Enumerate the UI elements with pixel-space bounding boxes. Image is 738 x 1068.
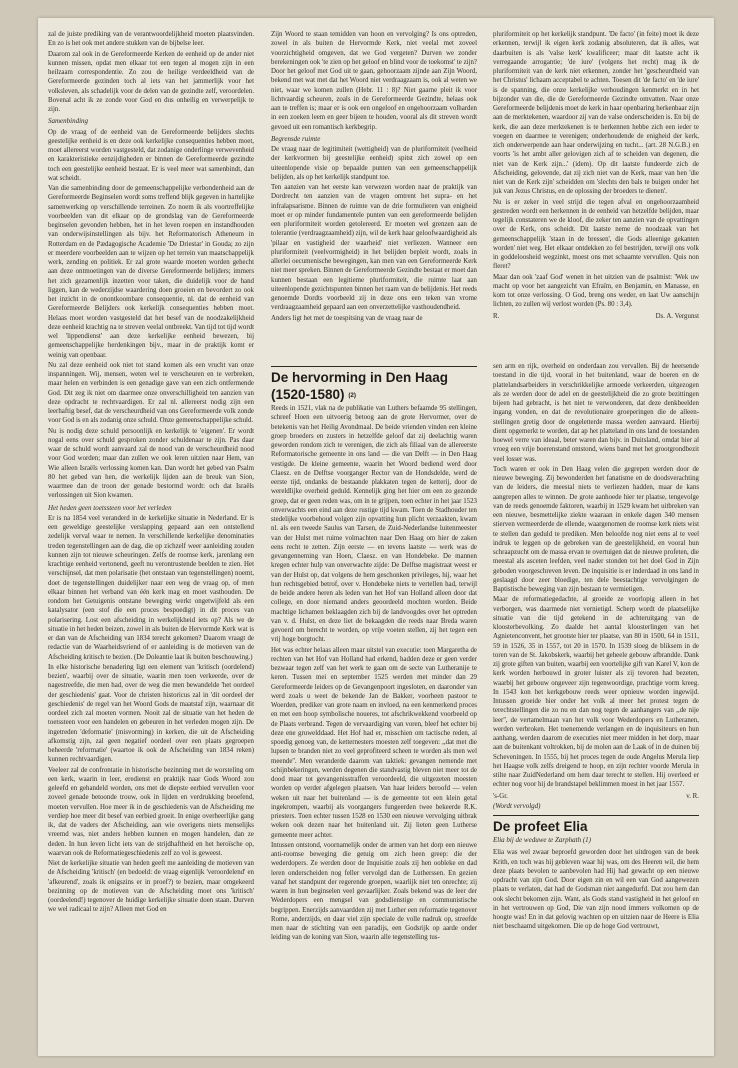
article-hervorming-block <box>271 362 699 1044</box>
paragraph: Het was echter helaas alleen maar uitstel van executie: toen Margaretha de rechten van het Hof van Holland had erkend, hadden deze er geen verder bezwaar tegen zelf van het werk te gaan om de secte van Lutheranije te keren. Tussen mei en september 1525 werden met minder dan 29 Gereformeerde leiders op de Gevangenpoort ingesloten, en daaronder van werd zoals u weet de bekende Jan de Bakker, voorheen pastoor te Woerden, prediker van grote naam en invloed, na een kenmerkend proces en met een hoop symbolische noueres, tot afschrikwekkend voorbeeld op de Plaats verbrand. Tegen de vervaardiging van voren, bleef het echter bij deze ene gruwelddaad. Het Hof had er, misschien om tactische reden, al spoedig genoeg van, de ketternesters moesten zelf toegeven: ,,dat met die lupsen te branden niet zo veel geprofiteerd scheen te worden als men wel meende''. Men veranderde daarom van taktiek: gevangen nemende met schijnbekeringen, werden degenen die standvastig bleven niet meer tot de dood maar tot gevangenisstraffen veroordeeld, die uitgezeten moesten worden op verder afgelegen plaatsen. Van haar leiders beroofd — velen weken uit naar het buitenland — is de gemeente tot een klein getal ingekrompen, waarbij als voorgangers fungeerden twee bekeerde R.K. priesters. Toen echter tussen 1528 en 1530 een nieuwe vervolging uitbrak weken ook dezen naar het buitenland uit. Zij lieten geen Lutherse gemeente meer achter. <box>271 646 477 839</box>
column-2-upper <box>271 30 477 360</box>
paragraph: Toch waren er ook in Den Haag velen die gegrepen werden door de nieuwe beweging. Zij bewonderden het fanatisme en de doodsverachting van de leiders, die meestal niets te verliezen hadden, maar de kans aangrepen alles te winnen. De grote aanhoede hier ter plaatse, tengevolge van de reeds genoemde faktoren, waarbij in 1529 kwam het uitbreken van een nieuwe, besmettelijke ziekte waaraan in enkele dagen 340 mensen stierven vermeerderde de ellende, waargenomen de roomse kerk niets wist te stellen dan geduld te prediken. Men beloofde nog niet eens al te veel indruk te leggen op de gebreken van de geestelijkheid, en vooral hun schraapzucht om de massa ervan te overtuigen dat de nieuwe profeten, die meestal als asceten leefden, veel nader stonden tot het doel God in Zijn geboden voorgeschreven leven. De inquisitie is er inderdaad in ons land in geslaagd door zeer bloedige, ten dele beestachtige vervolgingen de Baptistische beweging van zijn bestaan te vermietigen. <box>493 465 699 593</box>
article-title-elia: De profeet Elia <box>493 819 588 834</box>
signature-line <box>493 792 699 801</box>
article-title: De hervorming in Den Haag (1520-1580) (2) <box>271 370 449 402</box>
section-heading-samenbinding: Samenbinding <box>48 117 89 126</box>
article-subtitle-elia: Elia bij de weduwe te Zarphath (1) <box>493 836 591 844</box>
paragraph: Nu is nodig deze schuld persoonlijk en kerkelijk te 'eigenen'. Er wordt nogal eens over schuld gesproken zonder schuldenaar te zijn. Pas daar waar de schuld wordt aanvaard zal de nood van de verscheurdheid nood voor God worden; maar dan zullen we ook leren uitzien naar Hem, van Wie alleen Israëls verlossing komen kan. Dan wordt het gebed van Psalm 80 het gebed van hen, die werkelijk lijden aan de breuk van Sion, waarmee dan de troon der genade bestormd wordt: och dat Israëls verlossingen uit Sion kwamen. <box>48 427 254 500</box>
paragraph: Elia was wel zwaar beproefd geworden door het uitdrogen van de beek Krith, en toch was hij gebleven waar hij was, om des Heeren wil, die hem deze plaats bevolen te aanbevolen had Hij had gewacht op een nieuwe opdracht van zijn God. Door eigen zin en wil een van God aangewezen plaats te verlaten, dat had de Godsman niet aangedurfd. Dat zou hem dan ook slecht bekomen zijn. Want, als Gods stand vastigheid in het geloof en in het vertrouwen op God, Die van zijn nood immers volkomen op de hoogte was! En in dat gelovig wachten op en uitzien naar de Heere is Elia niet beschaamd uitgekomen. Die op de hoge God vertrouwt, <box>493 849 699 931</box>
part-number: (2) <box>348 392 357 399</box>
paragraph: Intussen ontstond, voornamelijk onder de armen van het dorp een nieuwe anti-roomse beweging die getuig om zich heen greep: die der wederdopers. Ze werden door de Inquisitie zoals zij hen oobleke en dad leren onderscheiden nog feller vervolgd dan de Lutherssen. En gezien vanaf het standpunt der regerende groepen, waarlijk niet ten onrechte; zij waren in hun beginselen veel gevaarlijker. Zoals bekend was de leer der Wederdopers een mengsel van godsdienstige en communistische begrippen. Enerzijds aanvaardden zij met Luther een reformatie tegenover Rome, anderzijds, en daar viel zijn speciale de volle nadruk op, streefde men naar de stichting van een paradijs, een Godsrijk op aarde onder leiding van de koning van Sion, waarin alle tegenstelling tus- <box>271 841 477 942</box>
paragraph: Nu zal deze eenheid ook niet tot stand komen als een vrucht van onze inspanningen. Wij, mensen, weten wel te verscheuren en te verbreken, maar helen en verbinden is een genadige gave van een zich ontfermende God. Dit zeg ik niet om daarmee onze onverschilligheid ten aanzien van deze opdracht te rechtvaardigen. Er zal nl. allereerst nodig zijn een leerhaftig besef, dat de verscheurdheid van ons Gereformeerde volk zonde voor God is en als zodanig onze schuld. Onze gemeenschappelijke schuld. <box>48 361 254 425</box>
column-1 <box>48 30 254 1050</box>
article-hervorming-column-1 <box>271 362 477 1044</box>
paragraph: pluriformiteit op het kerkelijk standpunt. 'De facto' (in feite) moet ik deze erkennen, terwijl ik eigen kerk zodanig absoluteren, dat ik alles, wat daarbuiten is als 'valse kerk' kwalificeer; maar dit laatste acht ik verregaande arrogantie; 'de iure' (volgens het recht) mag ik de pluriformiteit van de kerk niet erkennen, zonder het 'gescheurdheid van het Christus' lichaam acceptabel te achten. Toesen dit 'de facto' en 'de iure' is de spanning, die onze kerkelijke verhoudingen kenmerkt en in het bijzonder van die, die de Gereformeerde Gezindte omvatten. Naar onze Gereformeerde belijdenis moet de kerk in haar openbaring herkenbaar zijn aan de merktekenen, waardoor zij van de valse onderscheiden is. En bij de kerk, die aan deze merktekenen is te herkennen hebbe zich een ieder te voegen en daarmee te verenigen; onderhoudende de enigheid der kerk, zich onderwerpende aan haar onderwijzing en tucht... (art. 28 N.G.B.) en voorts 'is het ambt aller gelovigen zich af te scheiden van degenen, die niet van de Kerk zijn...' (idem). Op dit laatste fundeerde zich de Afscheiding, gelovende, dat zij zich niet van de Kerk, maar van hen 'die niet van de Kerk zijn' scheidden om 'slechts den bals te buigen onder het juk van Jezus Christus, en de oplossing der broeders te dienen'. <box>493 31 699 196</box>
article-title-years: (1520-1580) <box>271 387 345 402</box>
column-3-upper <box>493 30 699 360</box>
paragraph: Maar de reformatiegedachte, al groeide ze voorlopig alleen in het verborgen, was daarmede niet vernietigd. Scherp wordt de plaatselijke situatie van die tijd getekend in de achteruitgang van de kloosterbevolking. Zo daalde het aantal kloosterlingen van het Agnietenconvent, het grootste hier ter plaatse, van 80 in 1500, 64 in 1511, 59 in 1526, 35 in 1557, tot 20 in 1570. In 1539 sloeg de bliksem in de toren van de St. Jakobskerk, waarbij het geheele gebouw afbrandde. Dank zij grote giften van buiten, waarbij een voortelijke gift van Karel V, kon de kerk worden herbouwd in groter luister als zij tevoren had bezeten, waarbij het gebouw ongeveer zijn tegenwoordige, prachtige vorm kreeg. In 1543 kon het kerkgebouw reeds weer opnieuw worden ingewijd. Intussen groeide hier onder het volk al meer het protest tegen de terechtstellingen die zo nu en dan nog tegen de aanhangers van ,,de nije leer'', de vertamelmaan van het volk voor Wederdopers en Lutheranen, werden verbroken. Het toenemende verlangen en de inquisiteurs en hun aanhang, werden daarom de executies niet meer midden in het dorp, maar aan de buitenkant voltrokken, bij de molen aan de Laak of in de duinen bij Scheveningen. In 1555, bij het proces tegen de oude Angelus Merula liep het Haagse volk zelfs dreigend te hoop, en zijn rechter voorde Merula in stilte naar ZuidNederland om hem daar terecht te stellen. Hij overleed er echter nog voor hij de brandstapel beklimmen moest in het jaar 1557. <box>493 596 699 789</box>
paragraph: sen arm en rijk, overheid en onderdaan zou vervallen. Bij de heersende toestand in die tijd, vooral in het buitenland, waar de boeren en de plattelandsarbeiders in verschrikkelijke armoede verkeerden, uitgezogen als ze werden door de adel en de geestelijkheid die zo grote bezittingen bijeen had gebracht, is het niet te verwonderen, dat deze denkbeelden ingang vonden, en dat de revolutionaire groeperingen die de alleen- stellingen gretig door de ongeletterde massa werden aanvaard. Hierbij dient opgemerkt te worden, dat ap het platteland in ons land de toestanden hoewel verre van ideaal, beter waren dan bijv. in Duitsland, omdat hier al vroeg een vrije boerenstand ontstond, wiens band met het grootgrondbezit veel losser was. <box>493 363 699 463</box>
paragraph: Maar dan ook 'zaaf God' wenen in het uitzien van de psalmist: 'Wek uw macht op voor het aangezicht van Efraïm, en Benjamin, en Manasse, en kom tot onze verlossing. O God, breng ons weder, en laat Uw aanschijn lichten, zo zullen wij verlost worden (Ps. 80 : 3,4). <box>493 273 699 309</box>
paragraph: Niet de kerkelijke situatie van heden geeft me aanleiding de motieven van de Afscheiding 'kritisch' (en bedoeld: de vraag eigenlijk 'veroordelend' en 'afkeurend', zoals ik enigszins er in proef?) te bezien, maar omgekeerd bezinning op de motieven van de Afscheiding moet ons 'kritisch' (oordeelend!) tegenover de huidige kerkelijke situatie doen staan. Durven we wel radicaal te zijn? Alleen met God en <box>48 860 254 914</box>
continued-note: (Wordt vervolgd) <box>493 801 541 810</box>
paragraph: Veeleer zal de confrontatie in historische bezinning met de worsteling om een kerk, waarin in leer, eredienst en praktijk naar Gods Woord zou geleefd en gehandeld worden, ons met de diepste eerbied vervullen voor zoveel genade betoonde trouw, ook in lijden en verdrukking beoefend, moeten vervullen. Hoe meer ik in de geschiedenis van de Afscheiding me verdiep hoe meer dit besef van eerbied groeit. In enige overheerlijke gang ik, dat de vaders der Afscheiding, aan wie overigens niets menselijks vreemd was, niet anders hebben kunnen en mogen handelen, dan ze deden. In hun leven licht iets van de strijdhaftheid en het heroïsche op, waarvan ook de Reformatiegeschiedenis zelf zo vol is geweest. <box>48 766 254 857</box>
paragraph: Reeds in 1521, vlak na de publikatie van Luthers befaamde 95 stellingen, schreef Hoen een uitvoerig betoog aan de grote Hervormer, over de betekenis van het Heilig Avondmaal. De beide vrienden vinden een kleine groep broeders en zusters in hetzelfde geloof dat zij deelachtig waren geworden rondom zich te verenigen, die zich als filiaal van de allereerste Reformatorische gemeente in ons land — die van Delft — in Den Haag vestigde. De kleine gemeente, waarin het Woord bediend werd door Claesz. en de Delftse voorganger Rector van de Hondsdelde, werd de eerste tijd, ondanks de bestaande plakkaten tegen de ketterij, door de wereldlijke overheid geduld. Kennelijk ging het hier om een zo gezonde groep, dat er geen reden was, om in te grijpen, toen echter in het jaar 1523 onverwachts een eind aan deze rustige tijd kwam. Toen de Stadhouder ten stedelijke voorbehoud volgen zijn opvatting hun plicht verzaakten, kwam nl. als een tweede Saulus van Tarsen, de Zuid-Nederlandse luitenmeester van der Hulst met ruime volmachten naar Den Haag om hier de zaken eens recht te zetten. Zijn eerste — en tevens laatste — werk was de gevangenneming van Hoen, Claesz. en van Hondebeke. De mannen kregen echter hulp van onverwachte zijde: De Delftse magistraat weest er van der Hulst op, dat volgens de hem geschonken privileges, hij, waar het hun rechtsgebied betrof, over v. Hondebeke niets te vertellen had, terwijl de beide andere heren als leden van het Hof van Holland alleen door dat college, en door niemand anders geoordeeld mochten worden. Beide machtige lichamen beklaagden zich bij de landvoogdes over het optreden van v. d. Hulst, en deze liet de bekaagden die reeds naar Breda waren gevoerd om berecht te worden, op vrije voeten stellen, zij het tegen een vrij hoge borgtocht. <box>271 405 477 644</box>
paragraph: Van die samenbinding door de gemeenschappelijke verbondenheid aan de Gereformeerde Beginselen wordt soms treffend blijk gegeven in hartelijke samenwerking op verschillende terreinen. Zo noem ik als voortreffelijke voorbeelden van dit elkaar op de grondslag van de Gereformeerde beginselen gevonden hebben, het in het leven roepen en instandhouden van onderwijsinstellingen als bijv. het Reformatorisch Atheneum in Rotterdam en de Pædagogische Academie 'De Driestar' in Gouda; zo zijn er meerdere voorbeelden aan te wijzen op het terrein van maatschappelijk werk, zending en politiek. Er zal grote waarde moeten worden gehecht aan deze ontmoetingen van de diverse Gereformeerde belijders; immers het zich gezamenlijk inzetten voor taken, die duidelijk voor de hand liggen, kan de wederzijdse waardering doen groeien en bevordert zo ook het inzicht in de onontkoombare consequentie, nl. dat de eenheid van Gereformeerde Belijders ook kerkelijk consequenties hebben moet. Helaas moet worden vastgesteld dat het besef van de noodzakelijkheid deze eenheid krachtig na te streven veelal ontbreekt. Van tijd tot tijd wordt wel 'lippendienst' aan deze kerkelijke eenheid bewezen, bij gemeenschappelijke herdenkingen bijv., maar in de praktijk komt er weinig van openbaar. <box>48 185 254 359</box>
signature-place: 's-Gr. <box>493 792 508 800</box>
section-heading-heden: Het heden geen toetssteen voor het verleden <box>48 503 172 512</box>
article-hervorming-column-2 <box>493 362 699 1044</box>
paragraph: zal de juiste prediking van de verantwoordelijkheid moeten plaatsvinden. En zo is het ook met andere stukken van de bijbelse leer. <box>48 31 254 48</box>
article-divider <box>493 815 699 816</box>
paragraph: In elke historische benadering ligt een element van 'kritisch (oordelend) bezien', waarbij over de situatie, waarin men toen verkeerde, over de nagestreefde, die men had, over de weg die men bewandelde 'het oordeel der geschiedenis' gaat. Voor de christen historicus zal in 'dit oordeel der geschiedenis' de regel van het Woord Gods de maatstaf zijn, waarnaar dit oordeel zich zal moeten vormen. Nooit zal de situatie van het heden de toetssteen voor een handelen en gebeuren in het verleden mogen zijn. De ingetreden 'deformatie' (misvorming) in kerken, die uit de Afscheiding afkomstig zijn, zal geen negatief oordeel over een plaats gegroepen beheerde 'reformatie' (waartoe ik ook de Afscheiding van 1834 reken) kunnen rechtvaardigen. <box>48 663 254 764</box>
signature-author: Ds. A. Vergunst <box>655 312 699 320</box>
signature-initial: R. <box>493 312 500 320</box>
section-heading-begrensde-ruimte: Begrensde ruimte <box>271 134 321 143</box>
paragraph: Nu is er zeker in veel strijd die tegen afval en ongehoorzaamheid gestreden wordt een herkennen in de eenheid van hetzelfde belijden, maar tegelijk constateren we de kloof, die zeker ten aanzien van de opvattingen over de Kerk, ons scheidt. Dit laatste neme de noodzaak van het gemeenschappelijk 'staan in de bressen', die Gods alleenige gekanten worden' niet weg. Het elkaar ontdekken zo fel bestrijden, terwijl ons volk in goddeloosheid wegzinkt, moest ons met schaamte vervullen. Quis non fleret? <box>493 198 699 271</box>
paragraph: Zijn Woord te staan temidden van hoon en vervolging? Is ons optreden, zowel in als buiten de Hervormde Kerk, niet veelal met zoveel voorzichtigheid omgeven, dat we God vergeten? Durven we zonder berekeningen ook 'te zien op het geloof en blind voor de toekomst' te zijn? Door het geloof met God uit te gaan, gehoorzaam zijnde aan Zijn Woord, bekend met wat met dat het Woord niet verdraagzaam is, ook al weten we niet, waar we komen zullen (Hebr. 11 : 8)? Niet gaarne pleit ik voor lichtvaardig scheuren, zoals in de Gereformeerde Gezindte, helaas ook aan te treffen is; maar er is ook een ongeloof en ongehoorzaam volharden in een zoeken leem en geer bijeen te houden, vooral als dit streven wordt gevoed uit een romantisch kerkbegrip. <box>271 31 477 131</box>
paragraph: Op de vraag of de eenheid van de Gereformeerde belijders slechts geestelijke eenheid is en deze ook kerkelijke consequenties hebben moet, moet allereerst worden vastgesteld, dat zodanige onderlinge verwevenheid en karakteristieke eenzijdigheden er binnen de Gereformeerde gezindte toch een geestelijke eenheid bestaat. Er is veel meer wat samenbindt, dan wat scheidt. <box>48 128 254 182</box>
paragraph: Anders ligt het met de toespitsing van de vraag naar de <box>271 314 423 322</box>
paragraph: De vraag naar de legitimiteit (wettigheid) van de pluriformiteit (veelheid der kerkvormen bij geestelijke eenheid) spitst zich zowel op een uiteenlopende visie op bepaalde punten van een gemeenschappelijk belijden, als op het kerkelijk standpunt toe. <box>271 146 477 181</box>
paragraph: Er is na 1854 veel veranderd in de kerkelijke situatie in Nederland. Er is een geweldige geestelijke verslapping gepaard aan een ontstellend zedelijk verval waar te nemen. In verschillende kerkelijke denominaties treden tegenstellingen aan de dag, die op zichzelf weer aanleiding zouden kunnen zijn tot nieuwe scheuringen. Zelfs de roomse kerk, jarenlang een krachtige eenheid vertonend, geeft nu verontrustende beelden te zien. Het verschijnsel, dat men polarisatie (het ontstaan van tegenstellingen) noemt, doet de tegenstellingen duidelijker naar een weg de vraag op, of men elkaar binnen het verband van één kerk mag en moet vasthouden. De rondom het Getuigenis ontstane beweging werkt ongetwijfeld als een katalysator (een stof die een proces bespoedigt) in dit proces van polarisering. Lost een afscheiding in werkelijkheid iets op? Als we de situatie in het heden beizen, zowel in als buiten de Hervormde Kerk wat is er dan van de Afscheiding van 1834 terecht gekomen? Daarom vraagt de redactie van de Waarheidsvriend of er aanleiding is de motieven van de Afscheiding kritisch te bezien. (De Doleantie laat ik buiten beschouwing.) <box>48 514 254 661</box>
newspaper-page <box>38 18 714 1056</box>
paragraph: Ten aanzien van het eerste kan verwezen worden naar de praktijk van Dordrecht ten aanzien van de vragen omtrent het supra- en het infralapsarisme. Binnen de ruimte van de drie formulieren van enigheid moet er op minder fundamentele punten van een gereformeerde belijden een pluriformiteit worden getolereerd. Er moeten wel grenzen aan de tolerantie (verdraagzaamheid) zijn, wil de kerk haar geloofwaardigheid als 'pilaar en vastigheid der waarheid' niet verliezen. Wanneer een pluriformiteit (veelvormigheid) in het belijden bepleit wordt, zoals in allerlei oecumenische bewegingen, kan men van een Gereformeerde Kerk niet meer spreken. Binnen de Gereformeerde Gezindte bestaat er moet dan kunnen bestaan een legitieme pluriformiteit, die ruimte laat aan uiteenlopende gezichtspunten binnen het raam van de belijdenis. Het reeds genoemde Dordts voorbeeld zij in deze ons een teken van vrome verdraagzaamheid gepaard aan een onverzettelijke vasthoudendheid. <box>271 184 477 312</box>
paragraph: Daarom zal ook in de Gereformeerde Kerken de eenheid op de ander niet kunnen missen, opdat men elkaar tot een tegen al mogen zijn in een heilzaam correspondentie. Zo zou de heilige verdeeldheid van de Gereformeerde gezinden toch al iets van het jammerlijk voor het volksleven, als schadelijk voor de delen van de gezindte zelf, veroordelen. Bovenal acht ik ze zonde voor God en dus onheilig en verwerpelijk te zijn. <box>48 50 254 113</box>
signature-line <box>493 312 699 321</box>
article-divider <box>271 366 477 367</box>
signature-initials: v. R. <box>686 792 699 800</box>
